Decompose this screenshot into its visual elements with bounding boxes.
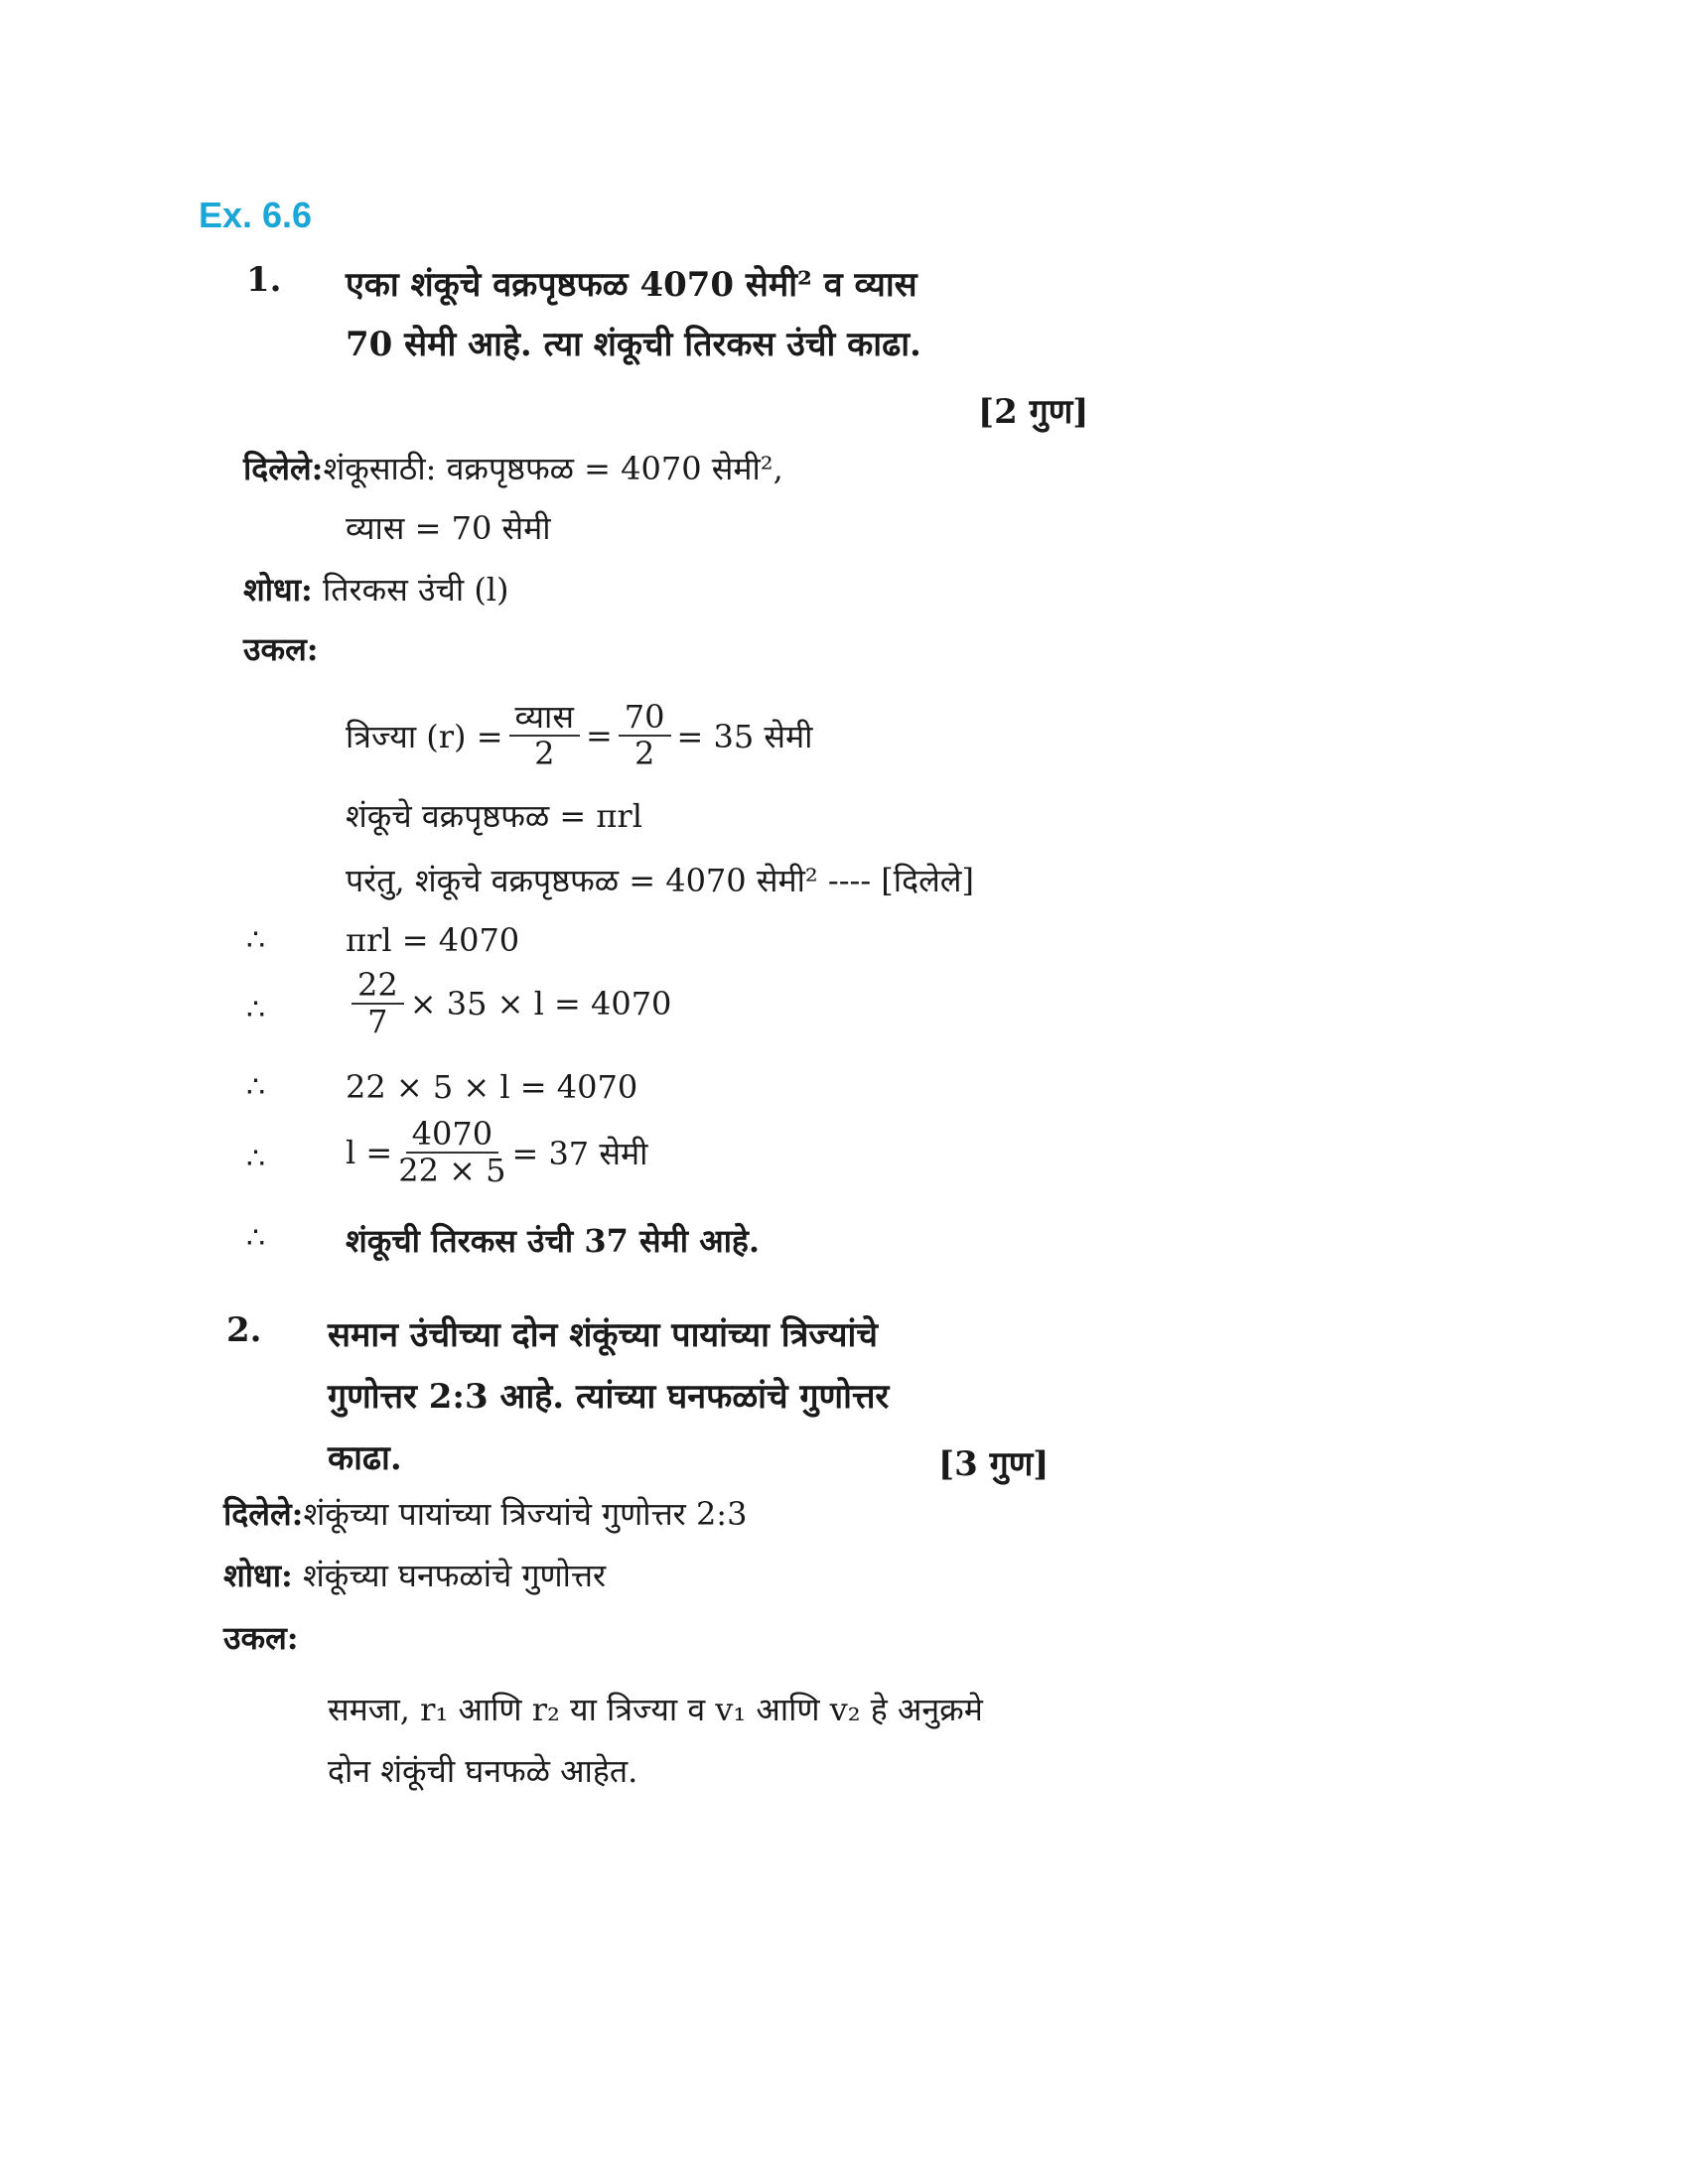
q1-step-substitute: $\frac{22}{7}$ × 35 × l = 4070 xyxy=(346,968,671,1039)
q2-solution-line2: दोन शंकूंची घनफळे आहेत. xyxy=(328,1752,638,1790)
fraction-22-over-7: $\frac{22}{7}$ xyxy=(352,968,404,1039)
radius-label: त्रिज्या (r) = xyxy=(346,717,503,755)
given-line1: शंकूसाठी: वक्रपृष्ठफळ = 4070 सेमी², xyxy=(323,450,783,487)
given-label: दिलेले: xyxy=(243,450,324,487)
q1-given xyxy=(243,447,783,489)
q1-conclusion: शंकूची तिरकस उंची 37 सेमी आहे. xyxy=(346,1222,761,1260)
q2-given xyxy=(223,1492,747,1535)
q1-step-csa-given: परंतु, शंकूचे वक्रपृष्ठफळ = 4070 सेमी² ---- [दिलेले] xyxy=(346,862,974,899)
exercise-title: Ex. 6.6 xyxy=(199,195,313,235)
q1-number: 1. xyxy=(246,260,282,300)
q2-marks: [3 गुण] xyxy=(938,1444,1050,1484)
fraction-4070-over-110: $\frac{4070}{22 \times 5}$ xyxy=(398,1115,506,1190)
q1-find xyxy=(243,568,509,611)
q1-step-simplify: 22 × 5 × l = 4070 xyxy=(346,1068,638,1106)
q2-find xyxy=(223,1554,606,1596)
q1-solution-label: उकल: xyxy=(243,630,319,668)
q1-marks: [2 गुण] xyxy=(978,392,1089,432)
therefore-symbol: ∴ xyxy=(246,1070,266,1105)
q1-text-line2: 70 सेमी आहे. त्या शंकूची तिरकस उंची काढा. xyxy=(346,325,921,364)
q1-step-csa-formula: शंकूचे वक्रपृष्ठफळ = πrl xyxy=(346,797,642,835)
q2-text-line1: समान उंचीच्या दोन शंकूंच्या पायांच्या त्रिज्यांचे xyxy=(328,1315,878,1355)
q2-solution-label: उकल: xyxy=(223,1619,299,1657)
therefore-symbol: ∴ xyxy=(246,1142,266,1176)
q2-solution-line1: समजा, r₁ आणि r₂ या त्रिज्या व v₁ आणि v₂ हे अनुक्रमे xyxy=(328,1691,983,1728)
q2-number: 2. xyxy=(226,1310,262,1350)
find-text: तिरकस उंची (l) xyxy=(323,571,509,609)
q1-step-solve-l: l = $\frac{4070}{22 \times 5}$ = 37 सेमी xyxy=(346,1115,648,1190)
given-text: शंकूंच्या पायांच्या त्रिज्यांचे गुणोत्तर 2:3 xyxy=(303,1495,748,1533)
fraction-diameter-over-2: $\frac{\text{व्यास}}{2}$ xyxy=(509,700,580,771)
therefore-symbol: ∴ xyxy=(246,1221,266,1256)
therefore-symbol: ∴ xyxy=(246,923,266,958)
q1-text-line1: एका शंकूचे वक्रपृष्ठफळ 4070 सेमी² व व्यास xyxy=(346,265,917,305)
q2-text-line2: गुणोत्तर 2:3 आहे. त्यांच्या घनफळांचे गुणोत्तर xyxy=(328,1377,890,1417)
find-text: शंकूंच्या घनफळांचे गुणोत्तर xyxy=(303,1557,607,1594)
therefore-symbol: ∴ xyxy=(246,993,266,1027)
q1-step-radius: त्रिज्या (r) = $\frac{\text{व्यास}}{2}$ = $\frac{70}{2}$ = 35 सेमी xyxy=(346,698,813,773)
fraction-70-over-2: $\frac{70}{2}$ xyxy=(619,700,671,771)
given-label: दिलेले: xyxy=(223,1495,304,1533)
q1-given-line2: व्यास = 70 सेमी xyxy=(346,509,551,547)
q2-text-line3: काढा. xyxy=(328,1438,402,1478)
find-label: शोधा: xyxy=(243,571,313,609)
q1-step-prl: πrl = 4070 xyxy=(346,921,520,959)
find-label: शोधा: xyxy=(223,1557,293,1594)
